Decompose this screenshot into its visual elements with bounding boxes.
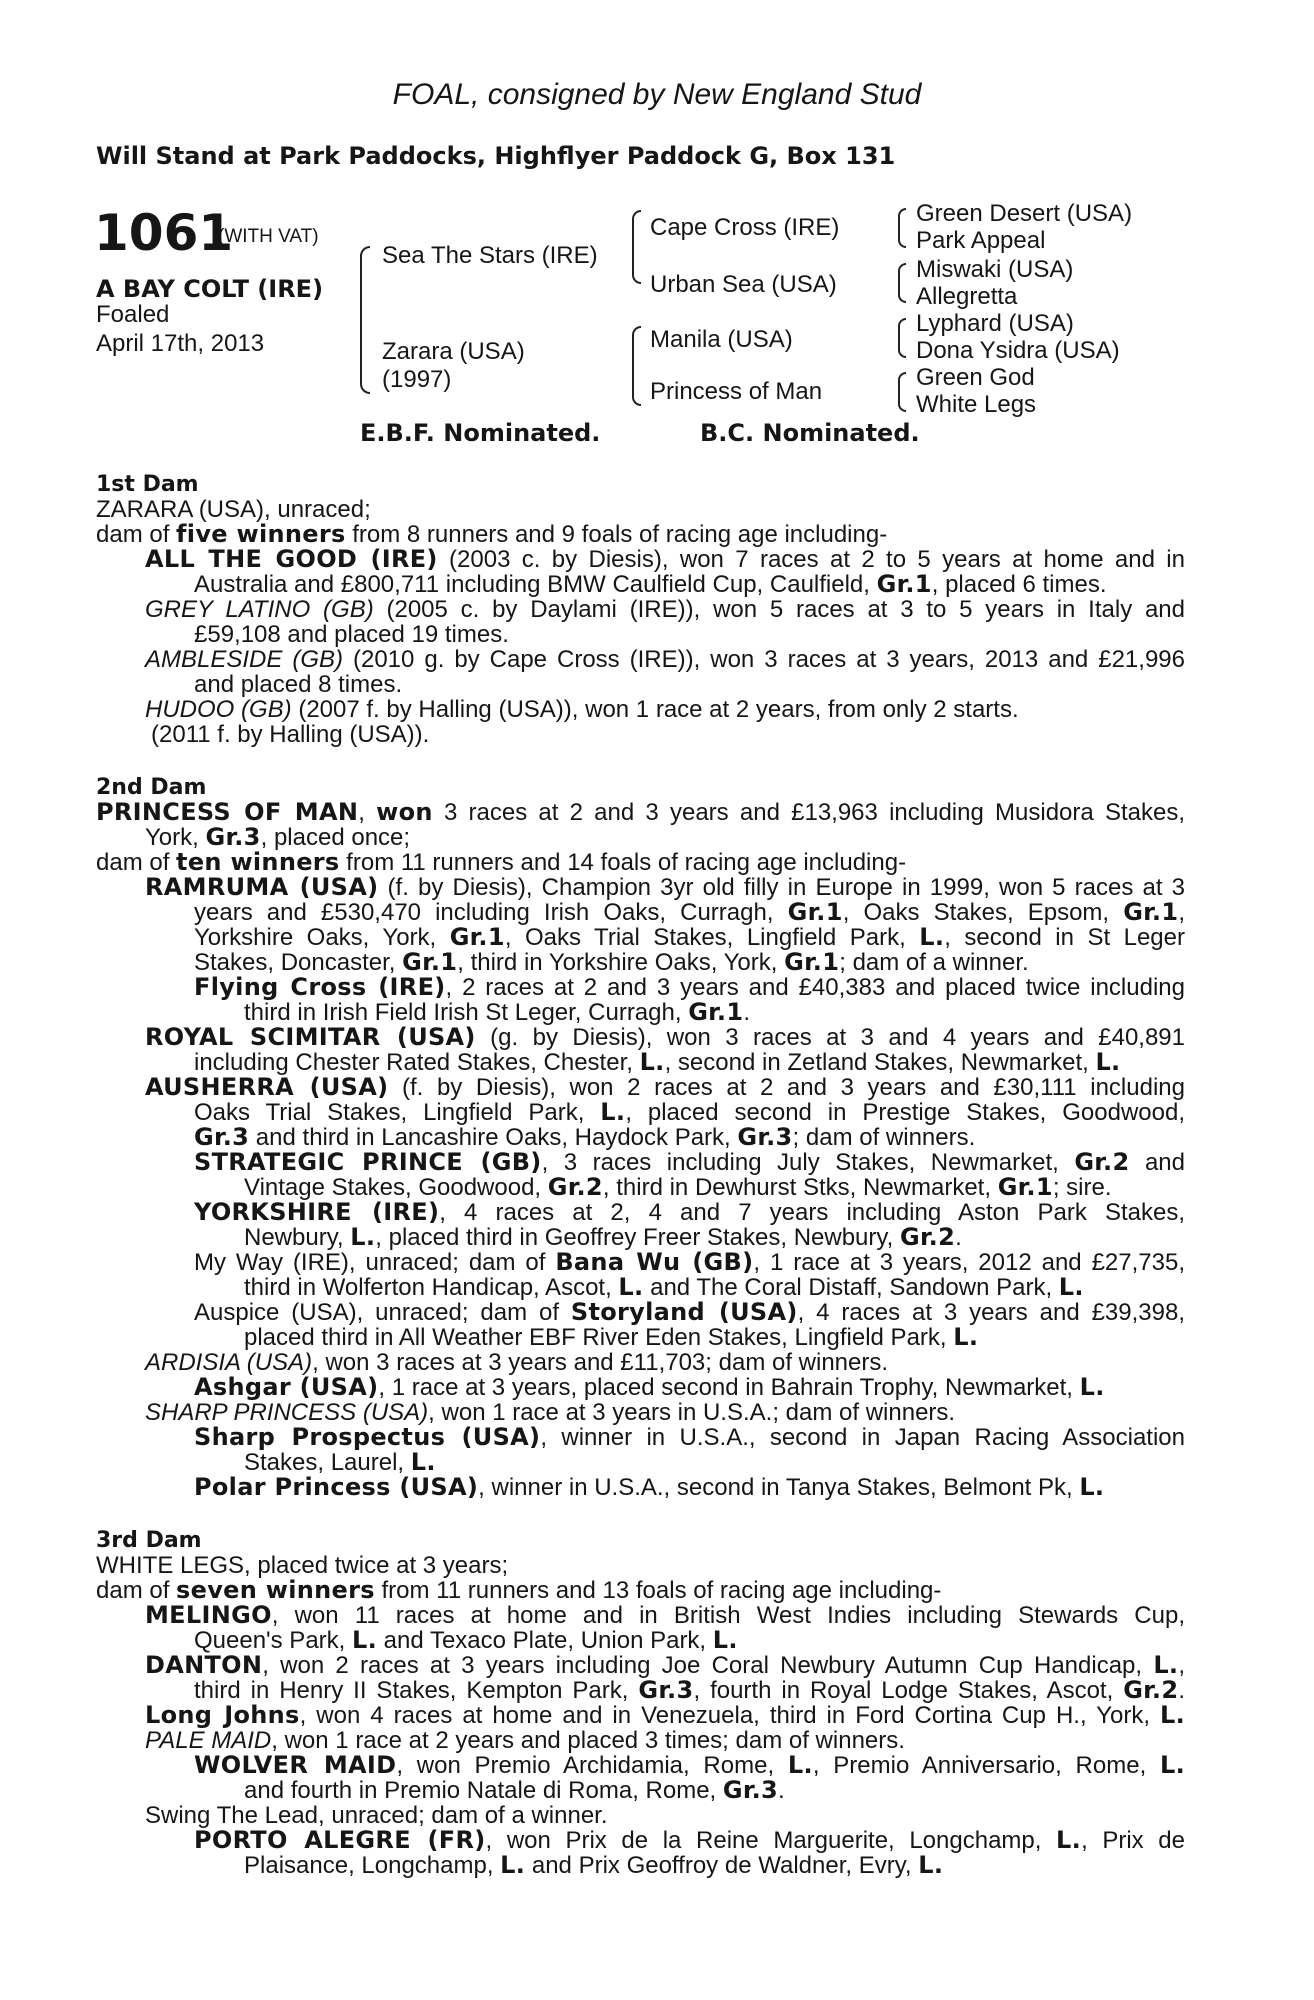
pedigree-brace-g3b [898, 263, 906, 303]
foaled-date: April 17th, 2013 [96, 330, 265, 357]
third-dam-line-4: Queen's Park, L. and Texaco Plate, Union Park, L. [194, 1626, 738, 1654]
dam-sire-name: Manila (USA) [650, 326, 793, 353]
second-dam-line-14: Gr.3 and third in Lancashire Oaks, Haydock Park, Gr.3; dam of winners. [194, 1123, 976, 1151]
third-dam-line-12: PORTO ALEGRE (FR), won Prix de la Reine Marguerite, Longchamp, L., Prix de [194, 1826, 1185, 1854]
second-dam-line-17: YORKSHIRE (IRE), 4 races at 2, 4 and 7 years including Aston Park Stakes, [194, 1198, 1186, 1226]
third-dam-heading: 3rd Dam [96, 1528, 202, 1553]
gen3-5: Lyphard (USA) [916, 310, 1074, 337]
first-dam-line-8: and placed 8 times. [194, 671, 403, 698]
first-dam-line-2: dam of five winners from 8 runners and 9 foals of racing age including- [96, 520, 888, 548]
second-dam-line-10: ROYAL SCIMITAR (USA) (g. by Diesis), won 3 races at 3 and 4 years and £40,891 [145, 1023, 1186, 1051]
gen3-1: Green Desert (USA) [916, 200, 1133, 227]
gen3-8: White Legs [916, 391, 1037, 418]
third-dam-line-3: MELINGO, won 11 races at home and in British West Indies including Stewards Cup, [145, 1601, 1185, 1629]
sire-sire-name: Cape Cross (IRE) [650, 214, 840, 241]
dam-dam-name: Princess of Man [650, 378, 823, 405]
second-dam-line-19: My Way (IRE), unraced; dam of Bana Wu (GB), 1 race at 3 years, 2012 and £27,735, [194, 1248, 1185, 1276]
gen3-3: Miswaki (USA) [916, 256, 1074, 283]
second-dam-line-9: third in Irish Field Irish St Leger, Curragh, Gr.1. [244, 998, 750, 1026]
first-dam-line-9: HUDOO (GB) (2007 f. by Halling (USA)), won 1 race at 2 years, from only 2 starts. [145, 696, 1019, 723]
second-dam-line-8: Flying Cross (IRE), 2 races at 2 and 3 years and £40,383 and placed twice including [194, 973, 1185, 1001]
second-dam-line-5: years and £530,470 including Irish Oaks, Curragh, Gr.1, Oaks Stakes, Epsom, Gr.1, [194, 898, 1185, 926]
sire-dam-name: Urban Sea (USA) [650, 271, 837, 298]
third-dam-line-10: and fourth in Premio Natale di Roma, Rome, Gr.3. [244, 1776, 785, 1804]
sire-name: Sea The Stars (IRE) [382, 242, 598, 269]
first-dam-line-10: (2011 f. by Halling (USA)). [151, 721, 430, 748]
third-dam-line-11: Swing The Lead, unraced; dam of a winner. [145, 1802, 608, 1829]
second-dam-heading: 2nd Dam [96, 775, 207, 800]
ebf-nominated: E.B.F. Nominated. [360, 419, 601, 447]
second-dam-line-24: Ashgar (USA), 1 race at 3 years, placed second in Bahrain Trophy, Newmarket, L. [194, 1373, 1105, 1401]
third-dam-line-1: WHITE LEGS, placed twice at 3 years; [96, 1552, 509, 1579]
third-dam-line-5: DANTON, won 2 races at 3 years including Joe Coral Newbury Autumn Cup Handicap, L., [145, 1651, 1185, 1679]
pedigree-brace-g3a [898, 208, 906, 248]
second-dam-line-20: third in Wolferton Handicap, Ascot, L. and The Coral Distaff, Sandown Park, L. [244, 1273, 1084, 1301]
second-dam-line-25: SHARP PRINCESS (USA), won 1 race at 3 years in U.S.A.; dam of winners. [145, 1399, 956, 1426]
second-dam-line-15: STRATEGIC PRINCE (GB), 3 races including July Stakes, Newmarket, Gr.2 and [194, 1148, 1186, 1176]
pedigree-brace-g3d [898, 372, 906, 412]
second-dam-line-18: Newbury, L., placed third in Geoffrey Freer Stakes, Newbury, Gr.2. [244, 1223, 962, 1251]
first-dam-line-1: ZARARA (USA), unraced; [96, 496, 371, 523]
location-line: Will Stand at Park Paddocks, Highflyer Paddock G, Box 131 [96, 142, 896, 170]
lot-number: 1061 [94, 204, 234, 262]
pedigree-brace-sire [632, 210, 641, 284]
third-dam-line-8: PALE MAID, won 1 race at 2 years and placed 3 times; dam of winners. [145, 1727, 905, 1754]
second-dam-line-2: York, Gr.3, placed once; [145, 823, 411, 851]
page-title: FOAL, consigned by New England Stud [392, 78, 922, 111]
gen3-7: Green God [916, 364, 1035, 391]
first-dam-line-7: AMBLESIDE (GB) (2010 g. by Cape Cross (IRE)), won 3 races at 3 years, 2013 and £21,996 [145, 646, 1185, 673]
foaled-label: Foaled [96, 301, 170, 328]
dam-name: Zarara (USA) [382, 338, 525, 365]
first-dam-line-3: ALL THE GOOD (IRE) (2003 c. by Diesis), won 7 races at 2 to 5 years at home and in [145, 545, 1185, 573]
first-dam-line-5: GREY LATINO (GB) (2005 c. by Daylami (IRE)), won 5 races at 3 to 5 years in Italy and [145, 596, 1186, 623]
second-dam-line-28: Polar Princess (USA), winner in U.S.A., second in Tanya Stakes, Belmont Pk, L. [194, 1473, 1105, 1501]
second-dam-line-26: Sharp Prospectus (USA), winner in U.S.A., second in Japan Racing Association [194, 1423, 1185, 1451]
gen3-4: Allegretta [916, 283, 1018, 310]
first-dam-line-4: Australia and £800,711 including BMW Caulfield Cup, Caulfield, Gr.1, placed 6 times. [194, 570, 1107, 598]
third-dam-line-2: dam of seven winners from 11 runners and 13 foals of racing age including- [96, 1576, 942, 1604]
third-dam-line-13: Plaisance, Longchamp, L. and Prix Geoffroy de Waldner, Evry, L. [244, 1851, 944, 1879]
bc-nominated: B.C. Nominated. [700, 419, 920, 447]
second-dam-line-22: placed third in All Weather EBF River Eden Stakes, Lingfield Park, L. [244, 1323, 979, 1351]
second-dam-line-7: Stakes, Doncaster, Gr.1, third in Yorkshire Oaks, York, Gr.1; dam of a winner. [194, 948, 1029, 976]
pedigree-brace-dam [632, 326, 641, 406]
gen3-2: Park Appeal [916, 227, 1046, 254]
third-dam-line-9: WOLVER MAID, won Premio Archidamia, Rome, L., Premio Anniversario, Rome, L. [194, 1751, 1185, 1779]
pedigree-brace-g3c [898, 318, 906, 358]
second-dam-line-11: including Chester Rated Stakes, Chester, L., second in Zetland Stakes, Newmarket, L. [194, 1048, 1121, 1076]
second-dam-line-13: Oaks Trial Stakes, Lingfield Park, L., placed second in Prestige Stakes, Goodwood, [194, 1098, 1185, 1126]
third-dam-line-7: Long Johns, won 4 races at home and in Venezuela, third in Ford Cortina Cup H., York, L. [145, 1701, 1185, 1729]
pedigree-brace-main [360, 246, 370, 394]
first-dam-line-6: £59,108 and placed 19 times. [194, 621, 509, 648]
lot-vat-note: (WITH VAT) [218, 226, 319, 247]
second-dam-line-21: Auspice (USA), unraced; dam of Storyland (USA), 4 races at 3 years and £39,398, [194, 1298, 1185, 1326]
horse-name: A BAY COLT (IRE) [96, 275, 324, 303]
second-dam-line-16: Vintage Stakes, Goodwood, Gr.2, third in Dewhurst Stks, Newmarket, Gr.1; sire. [244, 1173, 1112, 1201]
second-dam-line-4: RAMRUMA (USA) (f. by Diesis), Champion 3yr old filly in Europe in 1999, won 5 races at 3 [145, 873, 1186, 901]
second-dam-line-23: ARDISIA (USA), won 3 races at 3 years and £11,703; dam of winners. [145, 1349, 889, 1376]
gen3-6: Dona Ysidra (USA) [916, 337, 1120, 364]
first-dam-heading: 1st Dam [96, 472, 199, 497]
second-dam-line-1: PRINCESS OF MAN, won 3 races at 2 and 3 years and £13,963 including Musidora Stakes, [96, 798, 1185, 826]
third-dam-line-6: third in Henry II Stakes, Kempton Park, Gr.3, fourth in Royal Lodge Stakes, Ascot, Gr.2. [194, 1676, 1185, 1704]
second-dam-line-6: Yorkshire Oaks, York, Gr.1, Oaks Trial Stakes, Lingfield Park, L., second in St Leger [194, 923, 1185, 951]
second-dam-line-12: AUSHERRA (USA) (f. by Diesis), won 2 races at 2 and 3 years and £30,111 including [145, 1073, 1185, 1101]
dam-year: (1997) [382, 366, 452, 393]
second-dam-line-3: dam of ten winners from 11 runners and 14 foals of racing age including- [96, 848, 907, 876]
second-dam-line-27: Stakes, Laurel, L. [244, 1448, 436, 1476]
